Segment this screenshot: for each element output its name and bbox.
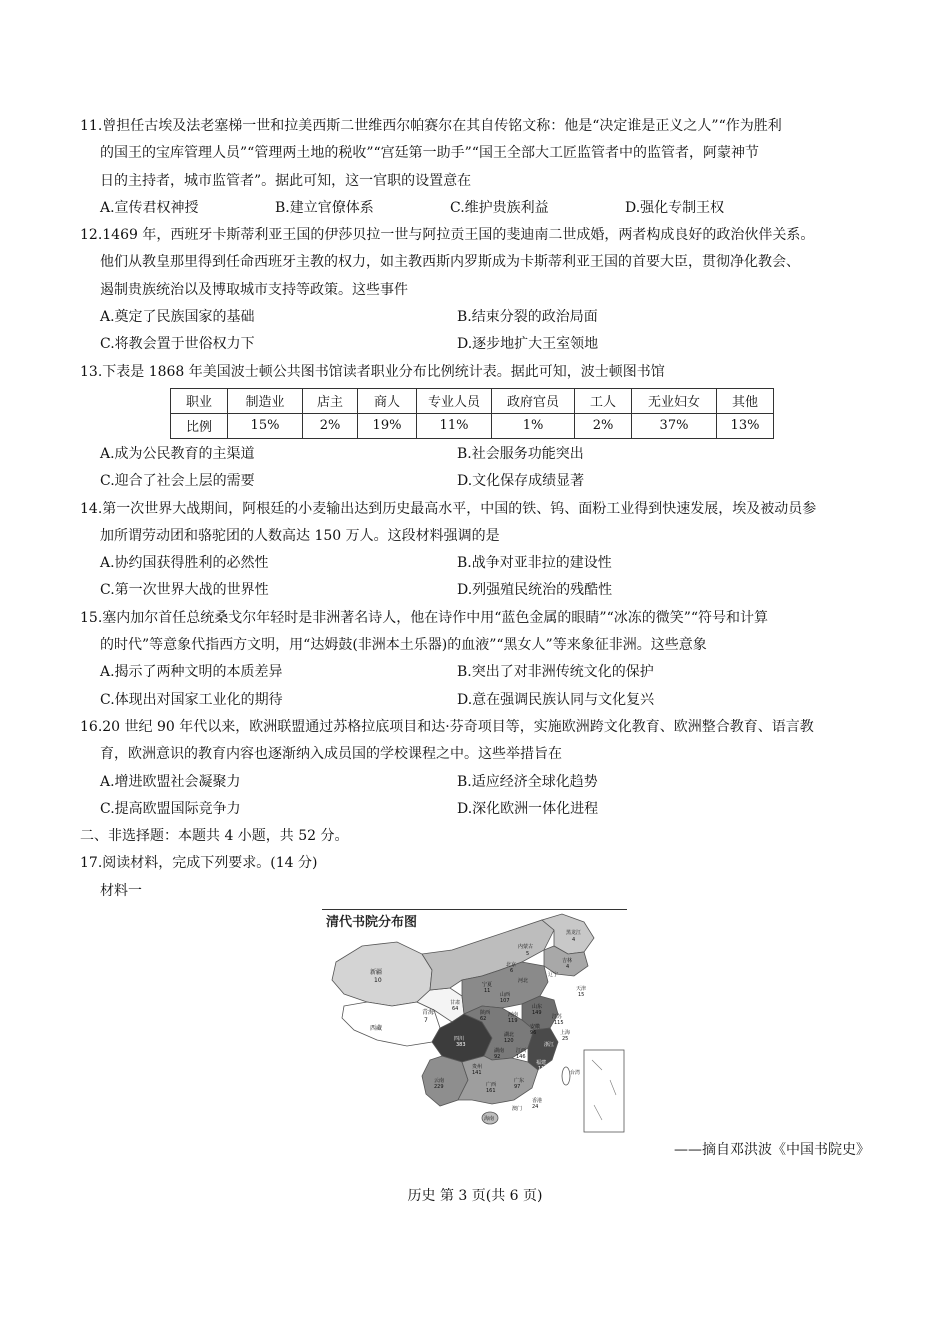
question-14-line-2: 加所谓劳动团和骆驼团的人数高达 150 万人。这段材料强调的是 bbox=[100, 527, 500, 544]
question-11 bbox=[80, 113, 880, 222]
label-xinjiang: 新疆 bbox=[370, 969, 383, 977]
exam-content bbox=[80, 113, 880, 1165]
question-13-line-1: 13.下表是 1868 年美国波士顿公共图书馆读者职业分布比例统计表。据此可知，波士顿图书馆 bbox=[80, 363, 665, 380]
question-15-options-row-2 bbox=[80, 687, 880, 714]
question-15-options-row-1 bbox=[80, 659, 880, 686]
table-cell: 职业 bbox=[171, 388, 228, 413]
label-gansu: 甘肃 bbox=[450, 1000, 461, 1007]
table-cell: 店主 bbox=[303, 388, 358, 413]
question-14-options-row-2 bbox=[80, 577, 880, 604]
table-cell: 13% bbox=[717, 413, 774, 438]
question-11-line-3: 日的主持者，城市监管者”。据此可知，这一官职的设置意在 bbox=[100, 172, 472, 189]
label-shandong: 山东 bbox=[532, 1004, 543, 1011]
option-c[interactable]: C.第一次世界大战的世界性 bbox=[100, 582, 269, 599]
count-gansu: 64 bbox=[452, 1006, 459, 1013]
label-jilin: 吉林 bbox=[562, 958, 573, 965]
table-cell: 15% bbox=[228, 413, 303, 438]
count-henan: 119 bbox=[508, 1018, 518, 1025]
option-b[interactable]: B.社会服务功能突出 bbox=[457, 445, 584, 462]
option-d[interactable]: D.列强殖民统治的残酷性 bbox=[457, 582, 613, 599]
label-shanxi: 山西 bbox=[500, 992, 511, 999]
question-15-line-1: 15.塞内加尔首任总统桑戈尔年轻时是非洲著名诗人，他在诗作中用“蓝色金属的眼睛”“冰冻的微笑”“符号和计算 bbox=[80, 609, 769, 626]
option-a[interactable]: A.成为公民教育的主渠道 bbox=[100, 445, 255, 462]
question-14-options-row-1 bbox=[80, 550, 880, 577]
material-one-label: 材料一 bbox=[100, 882, 142, 899]
label-beijing: 北京 bbox=[506, 962, 517, 969]
table-row bbox=[171, 413, 774, 438]
count-xianggang: 24 bbox=[532, 1104, 539, 1111]
table-cell: 专业人员 bbox=[417, 388, 492, 413]
count-yunnan: 229 bbox=[434, 1084, 444, 1091]
count-qinghai: 7 bbox=[424, 1017, 428, 1025]
label-liaoning: 辽宁 bbox=[548, 972, 559, 979]
option-b[interactable]: B.结束分裂的政治局面 bbox=[457, 309, 598, 326]
label-ningxia: 宁夏 bbox=[482, 982, 493, 989]
question-14-line-1: 14.第一次世界大战期间，阿根廷的小麦输出达到历史最高水平，中国的铁、钨、面粉工业得到快速发展，埃及被动员参 bbox=[80, 500, 817, 517]
question-11-options bbox=[80, 195, 880, 222]
section-two-heading: 二、非选择题：本题共 4 小题，共 52 分。 bbox=[80, 828, 349, 845]
table-cell: 11% bbox=[417, 413, 492, 438]
label-hainan: 海南 bbox=[484, 1116, 495, 1123]
label-henan: 河南 bbox=[508, 1012, 519, 1019]
option-b[interactable]: B.突出了对非洲传统文化的保护 bbox=[457, 664, 654, 681]
label-guizhou: 贵州 bbox=[472, 1064, 483, 1071]
label-hubei: 湖北 bbox=[504, 1032, 515, 1039]
table-cell: 比例 bbox=[171, 413, 228, 438]
label-sichuan: 四川 bbox=[454, 1036, 465, 1043]
map-title: 清代书院分布图 bbox=[326, 915, 418, 931]
label-fujian: 福建 bbox=[536, 1060, 547, 1067]
occupation-table bbox=[170, 388, 774, 439]
option-a[interactable]: A.协约国获得胜利的必然性 bbox=[100, 555, 269, 572]
table-cell: 2% bbox=[303, 413, 358, 438]
question-12-line-1: 12.1469 年，西班牙卡斯蒂利亚王国的伊莎贝拉一世与阿拉贡王国的斐迪南二世成婚，两者构成良好的政治伙伴关系。 bbox=[80, 227, 815, 244]
question-12-options-row-1 bbox=[80, 304, 880, 331]
count-shandong: 149 bbox=[532, 1010, 542, 1017]
count-heilongjiang: 4 bbox=[572, 937, 576, 944]
option-a[interactable]: A.揭示了两种文明的本质差异 bbox=[100, 664, 283, 681]
label-neimenggu: 内蒙古 bbox=[518, 944, 534, 951]
map-graphic bbox=[322, 910, 627, 1135]
region-taiwan bbox=[562, 1067, 570, 1085]
count-shanghai: 25 bbox=[562, 1036, 569, 1043]
table-cell: 2% bbox=[575, 413, 632, 438]
table-cell: 19% bbox=[358, 413, 417, 438]
count-shanxi: 107 bbox=[500, 998, 510, 1005]
label-zhejiang: 浙江 bbox=[544, 1042, 555, 1049]
label-heilongjiang: 黑龙江 bbox=[566, 930, 582, 937]
table-cell: 其他 bbox=[717, 388, 774, 413]
question-11-line-1: 11.曾担任古埃及法老塞梯一世和拉美西斯二世维西尔帕赛尔在其自传铭文称：他是“决定谁是正义之人”“作为胜利 bbox=[80, 118, 782, 134]
option-b[interactable]: B.建立官僚体系 bbox=[275, 199, 374, 216]
label-shaanxi: 陕西 bbox=[480, 1010, 491, 1017]
question-13-options-row-1 bbox=[80, 441, 880, 468]
count-jilin: 4 bbox=[566, 964, 570, 971]
count-neimenggu: 5 bbox=[526, 951, 530, 958]
table-cell: 无业妇女 bbox=[632, 388, 717, 413]
option-d[interactable]: D.文化保存成绩显著 bbox=[457, 473, 585, 490]
count-fujian: 11 bbox=[538, 1066, 545, 1073]
question-16-line-2: 育，欧洲意识的教育内容也逐渐纳入成员国的学校课程之中。这些举措旨在 bbox=[100, 746, 562, 763]
question-16 bbox=[80, 714, 880, 823]
option-c[interactable]: C.提高欧盟国际竞争力 bbox=[100, 800, 241, 817]
question-14 bbox=[80, 496, 880, 605]
option-c[interactable]: C.迎合了社会上层的需要 bbox=[100, 473, 255, 490]
label-yunnan: 云南 bbox=[434, 1078, 445, 1085]
count-jiangxi: 146 bbox=[516, 1054, 526, 1061]
option-d[interactable]: D.深化欧洲一体化进程 bbox=[457, 800, 599, 817]
option-a[interactable]: A.宣传君权神授 bbox=[100, 199, 199, 216]
label-anhui: 安徽 bbox=[530, 1024, 541, 1031]
label-guangxi: 广西 bbox=[486, 1082, 497, 1089]
label-aomen: 澳门 bbox=[512, 1106, 523, 1113]
option-d[interactable]: D.逐步地扩大王室领地 bbox=[457, 336, 599, 353]
table-cell: 政府官员 bbox=[492, 388, 575, 413]
question-11-line-2: 的国王的宝库管理人员”“管理两土地的税收”“宫廷第一助手”“国王全部大工匠监管者中的监管者，阿蒙神节 bbox=[100, 145, 759, 162]
label-tianjin: 天津 bbox=[576, 986, 587, 993]
page-footer: 历史 第 3 页(共 6 页) bbox=[407, 1188, 543, 1204]
question-15-line-2: 的时代”等意象代指西方文明，用“达姆鼓(非洲本土乐器)的血液”“黑女人”等来象征非洲。这些意象 bbox=[100, 637, 707, 654]
count-jiangsu: 115 bbox=[554, 1020, 564, 1027]
question-16-options-row-1 bbox=[80, 769, 880, 796]
label-xianggang: 香港 bbox=[532, 1098, 543, 1105]
table-header-row bbox=[171, 388, 774, 413]
count-guangxi: 161 bbox=[486, 1088, 496, 1095]
count-ningxia: 11 bbox=[484, 988, 491, 995]
option-c[interactable]: C.维护贵族利益 bbox=[450, 199, 549, 216]
question-12-line-3: 遏制贵族统治以及博取城市支持等政策。这些事件 bbox=[100, 281, 408, 298]
label-qinghai: 青海 bbox=[422, 1009, 435, 1017]
table-cell: 工人 bbox=[575, 388, 632, 413]
table-cell: 37% bbox=[632, 413, 717, 438]
label-jiangxi: 江西 bbox=[516, 1048, 527, 1055]
qing-academy-map bbox=[322, 909, 627, 1135]
option-d[interactable]: D.强化专制王权 bbox=[625, 199, 725, 216]
count-tianjin: 15 bbox=[578, 992, 585, 999]
option-b[interactable]: B.适应经济全球化趋势 bbox=[457, 773, 598, 790]
option-c[interactable]: C.将教会置于世俗权力下 bbox=[100, 336, 255, 353]
count-guizhou: 141 bbox=[472, 1070, 482, 1077]
label-guangdong: 广东 bbox=[514, 1078, 525, 1085]
map-source: ——摘自邓洪波《中国书院史》 bbox=[674, 1142, 870, 1159]
label-hunan: 湖南 bbox=[494, 1048, 505, 1055]
label-jiangsu: 江苏 bbox=[552, 1014, 563, 1021]
table-cell: 商人 bbox=[358, 388, 417, 413]
label-hebei: 河北 bbox=[518, 978, 529, 985]
option-a[interactable]: A.增进欧盟社会凝聚力 bbox=[100, 773, 241, 790]
option-d[interactable]: D.意在强调民族认同与文化复兴 bbox=[457, 691, 655, 708]
count-beijing: 6 bbox=[510, 968, 514, 975]
option-a[interactable]: A.奠定了民族国家的基础 bbox=[100, 309, 255, 326]
table-cell: 制造业 bbox=[228, 388, 303, 413]
count-xinjiang: 10 bbox=[374, 977, 382, 985]
count-hubei: 120 bbox=[504, 1038, 514, 1045]
question-16-line-1: 16.20 世纪 90 年代以来，欧洲联盟通过苏格拉底项目和达·芬奇项目等，实施欧洲跨文化教育、欧洲整合教育、语言教 bbox=[80, 718, 814, 735]
question-12-options-row-2 bbox=[80, 331, 880, 358]
label-taiwan: 台湾 bbox=[570, 1070, 581, 1077]
count-guangdong: 97 bbox=[514, 1084, 521, 1091]
count-anhui: 96 bbox=[530, 1030, 537, 1037]
question-16-options-row-2 bbox=[80, 796, 880, 823]
option-c[interactable]: C.体现出对国家工业化的期待 bbox=[100, 691, 283, 708]
label-xizang: 西藏 bbox=[370, 1025, 383, 1033]
question-15 bbox=[80, 605, 880, 714]
question-13 bbox=[80, 359, 880, 496]
question-13-options-row-2 bbox=[80, 468, 880, 495]
option-b[interactable]: B.战争对亚非拉的建设性 bbox=[457, 555, 612, 572]
count-shaanxi: 62 bbox=[480, 1016, 487, 1023]
question-12 bbox=[80, 222, 880, 358]
question-17-title: 17.阅读材料，完成下列要求。(14 分) bbox=[80, 855, 318, 872]
count-sichuan: 383 bbox=[456, 1042, 466, 1049]
question-12-line-2: 他们从教皇那里得到任命西班牙主教的权力，如主教西斯内罗斯成为卡斯蒂利亚王国的首要大臣，贯彻净化教会、 bbox=[100, 254, 800, 271]
table-cell: 1% bbox=[492, 413, 575, 438]
label-shanghai: 上海 bbox=[560, 1030, 571, 1037]
count-hunan: 92 bbox=[494, 1054, 501, 1061]
